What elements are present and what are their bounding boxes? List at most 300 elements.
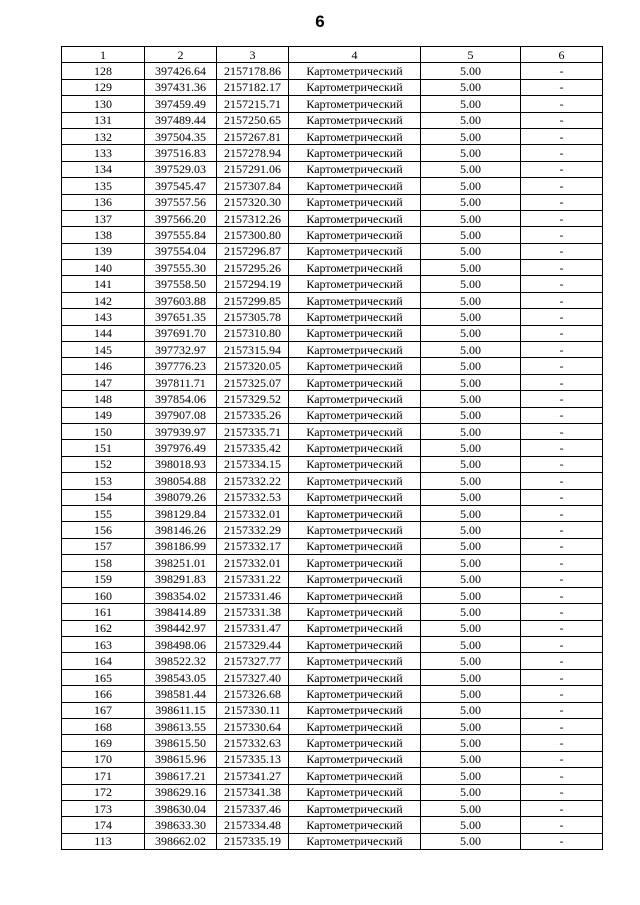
note-cell: - xyxy=(521,489,603,505)
point-number-cell: 145 xyxy=(62,342,145,358)
accuracy-cell: 5.00 xyxy=(421,522,521,538)
accuracy-cell: 5.00 xyxy=(421,686,521,702)
table-row xyxy=(62,194,603,210)
point-number-cell: 158 xyxy=(62,555,145,571)
x-coordinate-cell: 397557.56 xyxy=(145,194,217,210)
point-number-cell: 139 xyxy=(62,243,145,259)
accuracy-cell: 5.00 xyxy=(421,817,521,833)
table-row xyxy=(62,719,603,735)
x-coordinate-cell: 398662.02 xyxy=(145,833,217,849)
y-coordinate-cell: 2157182.17 xyxy=(217,79,289,95)
method-cell: Картометрический xyxy=(289,637,421,653)
y-coordinate-cell: 2157267.81 xyxy=(217,128,289,144)
y-coordinate-cell: 2157307.84 xyxy=(217,178,289,194)
table-row xyxy=(62,473,603,489)
method-cell: Картометрический xyxy=(289,604,421,620)
accuracy-cell: 5.00 xyxy=(421,653,521,669)
y-coordinate-cell: 2157299.85 xyxy=(217,292,289,308)
point-number-cell: 174 xyxy=(62,817,145,833)
accuracy-cell: 5.00 xyxy=(421,342,521,358)
y-coordinate-cell: 2157332.29 xyxy=(217,522,289,538)
method-cell: Картометрический xyxy=(289,407,421,423)
table-row xyxy=(62,587,603,603)
table-row xyxy=(62,63,603,79)
method-cell: Картометрический xyxy=(289,145,421,161)
x-coordinate-cell: 397939.97 xyxy=(145,423,217,439)
x-coordinate-cell: 397426.64 xyxy=(145,63,217,79)
point-number-cell: 142 xyxy=(62,292,145,308)
table-row xyxy=(62,260,603,276)
note-cell: - xyxy=(521,653,603,669)
y-coordinate-cell: 2157329.44 xyxy=(217,637,289,653)
note-cell: - xyxy=(521,342,603,358)
note-cell: - xyxy=(521,522,603,538)
x-coordinate-cell: 397566.20 xyxy=(145,210,217,226)
accuracy-cell: 5.00 xyxy=(421,276,521,292)
x-coordinate-cell: 398414.89 xyxy=(145,604,217,620)
method-cell: Картометрический xyxy=(289,833,421,849)
table-row xyxy=(62,817,603,833)
note-cell: - xyxy=(521,96,603,112)
note-cell: - xyxy=(521,374,603,390)
method-cell: Картометрический xyxy=(289,161,421,177)
column-header: 4 xyxy=(289,47,421,63)
table-row xyxy=(62,178,603,194)
x-coordinate-cell: 398611.15 xyxy=(145,702,217,718)
accuracy-cell: 5.00 xyxy=(421,768,521,784)
point-number-cell: 133 xyxy=(62,145,145,161)
table-row xyxy=(62,538,603,554)
accuracy-cell: 5.00 xyxy=(421,391,521,407)
method-cell: Картометрический xyxy=(289,391,421,407)
method-cell: Картометрический xyxy=(289,817,421,833)
x-coordinate-cell: 398629.16 xyxy=(145,784,217,800)
table-row xyxy=(62,571,603,587)
accuracy-cell: 5.00 xyxy=(421,489,521,505)
method-cell: Картометрический xyxy=(289,538,421,554)
point-number-cell: 132 xyxy=(62,128,145,144)
table-row xyxy=(62,751,603,767)
table-row xyxy=(62,653,603,669)
x-coordinate-cell: 398543.05 xyxy=(145,669,217,685)
method-cell: Картометрический xyxy=(289,473,421,489)
accuracy-cell: 5.00 xyxy=(421,63,521,79)
y-coordinate-cell: 2157341.38 xyxy=(217,784,289,800)
point-number-cell: 143 xyxy=(62,309,145,325)
y-coordinate-cell: 2157310.80 xyxy=(217,325,289,341)
x-coordinate-cell: 397811.71 xyxy=(145,374,217,390)
y-coordinate-cell: 2157327.77 xyxy=(217,653,289,669)
x-coordinate-cell: 397554.04 xyxy=(145,243,217,259)
table-row xyxy=(62,407,603,423)
point-number-cell: 147 xyxy=(62,374,145,390)
point-number-cell: 149 xyxy=(62,407,145,423)
x-coordinate-cell: 398442.97 xyxy=(145,620,217,636)
note-cell: - xyxy=(521,784,603,800)
method-cell: Картометрический xyxy=(289,342,421,358)
point-number-cell: 173 xyxy=(62,800,145,816)
x-coordinate-cell: 398581.44 xyxy=(145,686,217,702)
point-number-cell: 170 xyxy=(62,751,145,767)
table-row xyxy=(62,391,603,407)
table-row xyxy=(62,833,603,849)
point-number-cell: 129 xyxy=(62,79,145,95)
page-number: 6 xyxy=(315,12,325,31)
table-row xyxy=(62,604,603,620)
accuracy-cell: 5.00 xyxy=(421,374,521,390)
y-coordinate-cell: 2157312.26 xyxy=(217,210,289,226)
table-row xyxy=(62,505,603,521)
note-cell: - xyxy=(521,686,603,702)
accuracy-cell: 5.00 xyxy=(421,161,521,177)
method-cell: Картометрический xyxy=(289,489,421,505)
note-cell: - xyxy=(521,309,603,325)
point-number-cell: 162 xyxy=(62,620,145,636)
accuracy-cell: 5.00 xyxy=(421,555,521,571)
method-cell: Картометрический xyxy=(289,735,421,751)
x-coordinate-cell: 398617.21 xyxy=(145,768,217,784)
x-coordinate-cell: 398630.04 xyxy=(145,800,217,816)
note-cell: - xyxy=(521,604,603,620)
table-row xyxy=(62,669,603,685)
note-cell: - xyxy=(521,571,603,587)
method-cell: Картометрический xyxy=(289,309,421,325)
table-row xyxy=(62,292,603,308)
y-coordinate-cell: 2157332.63 xyxy=(217,735,289,751)
accuracy-cell: 5.00 xyxy=(421,178,521,194)
x-coordinate-cell: 398522.32 xyxy=(145,653,217,669)
note-cell: - xyxy=(521,128,603,144)
accuracy-cell: 5.00 xyxy=(421,309,521,325)
y-coordinate-cell: 2157250.65 xyxy=(217,112,289,128)
table-row xyxy=(62,637,603,653)
table-row xyxy=(62,702,603,718)
column-header: 6 xyxy=(521,47,603,63)
x-coordinate-cell: 398613.55 xyxy=(145,719,217,735)
table-row xyxy=(62,276,603,292)
accuracy-cell: 5.00 xyxy=(421,800,521,816)
point-number-cell: 146 xyxy=(62,358,145,374)
x-coordinate-cell: 397545.47 xyxy=(145,178,217,194)
note-cell: - xyxy=(521,719,603,735)
x-coordinate-cell: 398054.88 xyxy=(145,473,217,489)
table-row xyxy=(62,440,603,456)
note-cell: - xyxy=(521,456,603,472)
y-coordinate-cell: 2157320.30 xyxy=(217,194,289,210)
point-number-cell: 166 xyxy=(62,686,145,702)
point-number-cell: 136 xyxy=(62,194,145,210)
method-cell: Картометрический xyxy=(289,276,421,292)
accuracy-cell: 5.00 xyxy=(421,79,521,95)
table-row xyxy=(62,145,603,161)
x-coordinate-cell: 397431.36 xyxy=(145,79,217,95)
column-header: 1 xyxy=(62,47,145,63)
note-cell: - xyxy=(521,800,603,816)
table-row xyxy=(62,96,603,112)
y-coordinate-cell: 2157331.46 xyxy=(217,587,289,603)
method-cell: Картометрический xyxy=(289,768,421,784)
note-cell: - xyxy=(521,63,603,79)
x-coordinate-cell: 397907.08 xyxy=(145,407,217,423)
accuracy-cell: 5.00 xyxy=(421,440,521,456)
table-row xyxy=(62,227,603,243)
method-cell: Картометрический xyxy=(289,292,421,308)
x-coordinate-cell: 398615.50 xyxy=(145,735,217,751)
note-cell: - xyxy=(521,555,603,571)
method-cell: Картометрический xyxy=(289,719,421,735)
note-cell: - xyxy=(521,702,603,718)
point-number-cell: 163 xyxy=(62,637,145,653)
point-number-cell: 153 xyxy=(62,473,145,489)
x-coordinate-cell: 398251.01 xyxy=(145,555,217,571)
y-coordinate-cell: 2157337.46 xyxy=(217,800,289,816)
method-cell: Картометрический xyxy=(289,522,421,538)
accuracy-cell: 5.00 xyxy=(421,423,521,439)
accuracy-cell: 5.00 xyxy=(421,784,521,800)
note-cell: - xyxy=(521,194,603,210)
y-coordinate-cell: 2157332.22 xyxy=(217,473,289,489)
note-cell: - xyxy=(521,292,603,308)
method-cell: Картометрический xyxy=(289,653,421,669)
table-row xyxy=(62,456,603,472)
x-coordinate-cell: 398615.96 xyxy=(145,751,217,767)
accuracy-cell: 5.00 xyxy=(421,292,521,308)
method-cell: Картометрический xyxy=(289,210,421,226)
point-number-cell: 154 xyxy=(62,489,145,505)
x-coordinate-cell: 397529.03 xyxy=(145,161,217,177)
point-number-cell: 113 xyxy=(62,833,145,849)
note-cell: - xyxy=(521,538,603,554)
y-coordinate-cell: 2157334.48 xyxy=(217,817,289,833)
point-number-cell: 131 xyxy=(62,112,145,128)
point-number-cell: 140 xyxy=(62,260,145,276)
note-cell: - xyxy=(521,587,603,603)
accuracy-cell: 5.00 xyxy=(421,227,521,243)
point-number-cell: 151 xyxy=(62,440,145,456)
x-coordinate-cell: 398498.06 xyxy=(145,637,217,653)
method-cell: Картометрический xyxy=(289,702,421,718)
note-cell: - xyxy=(521,161,603,177)
note-cell: - xyxy=(521,325,603,341)
note-cell: - xyxy=(521,358,603,374)
table-row xyxy=(62,161,603,177)
method-cell: Картометрический xyxy=(289,63,421,79)
point-number-cell: 144 xyxy=(62,325,145,341)
column-header: 2 xyxy=(145,47,217,63)
y-coordinate-cell: 2157330.11 xyxy=(217,702,289,718)
note-cell: - xyxy=(521,210,603,226)
method-cell: Картометрический xyxy=(289,178,421,194)
method-cell: Картометрический xyxy=(289,456,421,472)
x-coordinate-cell: 398146.26 xyxy=(145,522,217,538)
note-cell: - xyxy=(521,637,603,653)
method-cell: Картометрический xyxy=(289,751,421,767)
x-coordinate-cell: 398079.26 xyxy=(145,489,217,505)
table-row xyxy=(62,686,603,702)
note-cell: - xyxy=(521,276,603,292)
point-number-cell: 150 xyxy=(62,423,145,439)
note-cell: - xyxy=(521,440,603,456)
table-row xyxy=(62,342,603,358)
y-coordinate-cell: 2157334.15 xyxy=(217,456,289,472)
accuracy-cell: 5.00 xyxy=(421,702,521,718)
accuracy-cell: 5.00 xyxy=(421,210,521,226)
method-cell: Картометрический xyxy=(289,227,421,243)
method-cell: Картометрический xyxy=(289,800,421,816)
point-number-cell: 172 xyxy=(62,784,145,800)
y-coordinate-cell: 2157300.80 xyxy=(217,227,289,243)
x-coordinate-cell: 398018.93 xyxy=(145,456,217,472)
y-coordinate-cell: 2157294.19 xyxy=(217,276,289,292)
accuracy-cell: 5.00 xyxy=(421,325,521,341)
accuracy-cell: 5.00 xyxy=(421,194,521,210)
method-cell: Картометрический xyxy=(289,358,421,374)
accuracy-cell: 5.00 xyxy=(421,669,521,685)
point-number-cell: 155 xyxy=(62,505,145,521)
x-coordinate-cell: 398129.84 xyxy=(145,505,217,521)
coordinates-table xyxy=(61,46,603,850)
y-coordinate-cell: 2157295.26 xyxy=(217,260,289,276)
table-row xyxy=(62,374,603,390)
table-header-row xyxy=(62,47,603,63)
method-cell: Картометрический xyxy=(289,128,421,144)
note-cell: - xyxy=(521,620,603,636)
note-cell: - xyxy=(521,391,603,407)
point-number-cell: 137 xyxy=(62,210,145,226)
accuracy-cell: 5.00 xyxy=(421,620,521,636)
table-row xyxy=(62,800,603,816)
accuracy-cell: 5.00 xyxy=(421,719,521,735)
y-coordinate-cell: 2157332.17 xyxy=(217,538,289,554)
x-coordinate-cell: 398633.30 xyxy=(145,817,217,833)
note-cell: - xyxy=(521,243,603,259)
y-coordinate-cell: 2157332.53 xyxy=(217,489,289,505)
point-number-cell: 171 xyxy=(62,768,145,784)
y-coordinate-cell: 2157291.06 xyxy=(217,161,289,177)
y-coordinate-cell: 2157178.86 xyxy=(217,63,289,79)
table-body xyxy=(62,63,603,850)
accuracy-cell: 5.00 xyxy=(421,538,521,554)
note-cell: - xyxy=(521,735,603,751)
method-cell: Картометрический xyxy=(289,686,421,702)
y-coordinate-cell: 2157329.52 xyxy=(217,391,289,407)
y-coordinate-cell: 2157326.68 xyxy=(217,686,289,702)
x-coordinate-cell: 397459.49 xyxy=(145,96,217,112)
note-cell: - xyxy=(521,669,603,685)
column-header: 3 xyxy=(217,47,289,63)
accuracy-cell: 5.00 xyxy=(421,358,521,374)
note-cell: - xyxy=(521,407,603,423)
x-coordinate-cell: 397651.35 xyxy=(145,309,217,325)
note-cell: - xyxy=(521,768,603,784)
x-coordinate-cell: 397558.50 xyxy=(145,276,217,292)
x-coordinate-cell: 397504.35 xyxy=(145,128,217,144)
point-number-cell: 165 xyxy=(62,669,145,685)
table-row xyxy=(62,522,603,538)
y-coordinate-cell: 2157331.22 xyxy=(217,571,289,587)
y-coordinate-cell: 2157296.87 xyxy=(217,243,289,259)
point-number-cell: 160 xyxy=(62,587,145,603)
table-row xyxy=(62,784,603,800)
method-cell: Картометрический xyxy=(289,555,421,571)
note-cell: - xyxy=(521,178,603,194)
table-row xyxy=(62,243,603,259)
table-row xyxy=(62,620,603,636)
accuracy-cell: 5.00 xyxy=(421,473,521,489)
y-coordinate-cell: 2157332.01 xyxy=(217,505,289,521)
accuracy-cell: 5.00 xyxy=(421,112,521,128)
table-row xyxy=(62,325,603,341)
y-coordinate-cell: 2157332.01 xyxy=(217,555,289,571)
y-coordinate-cell: 2157278.94 xyxy=(217,145,289,161)
point-number-cell: 157 xyxy=(62,538,145,554)
table-row xyxy=(62,555,603,571)
point-number-cell: 168 xyxy=(62,719,145,735)
y-coordinate-cell: 2157320.05 xyxy=(217,358,289,374)
point-number-cell: 152 xyxy=(62,456,145,472)
y-coordinate-cell: 2157335.71 xyxy=(217,423,289,439)
method-cell: Картометрический xyxy=(289,260,421,276)
accuracy-cell: 5.00 xyxy=(421,751,521,767)
y-coordinate-cell: 2157327.40 xyxy=(217,669,289,685)
method-cell: Картометрический xyxy=(289,325,421,341)
accuracy-cell: 5.00 xyxy=(421,407,521,423)
note-cell: - xyxy=(521,79,603,95)
table-row xyxy=(62,309,603,325)
table-row xyxy=(62,79,603,95)
accuracy-cell: 5.00 xyxy=(421,587,521,603)
note-cell: - xyxy=(521,817,603,833)
point-number-cell: 148 xyxy=(62,391,145,407)
point-number-cell: 134 xyxy=(62,161,145,177)
accuracy-cell: 5.00 xyxy=(421,571,521,587)
accuracy-cell: 5.00 xyxy=(421,96,521,112)
y-coordinate-cell: 2157331.38 xyxy=(217,604,289,620)
table-row xyxy=(62,112,603,128)
method-cell: Картометрический xyxy=(289,374,421,390)
x-coordinate-cell: 398186.99 xyxy=(145,538,217,554)
x-coordinate-cell: 397516.83 xyxy=(145,145,217,161)
table-row xyxy=(62,489,603,505)
note-cell: - xyxy=(521,833,603,849)
point-number-cell: 135 xyxy=(62,178,145,194)
method-cell: Картометрический xyxy=(289,243,421,259)
table-row xyxy=(62,210,603,226)
y-coordinate-cell: 2157215.71 xyxy=(217,96,289,112)
accuracy-cell: 5.00 xyxy=(421,735,521,751)
table-row xyxy=(62,423,603,439)
note-cell: - xyxy=(521,112,603,128)
accuracy-cell: 5.00 xyxy=(421,145,521,161)
note-cell: - xyxy=(521,751,603,767)
accuracy-cell: 5.00 xyxy=(421,456,521,472)
accuracy-cell: 5.00 xyxy=(421,243,521,259)
method-cell: Картометрический xyxy=(289,505,421,521)
y-coordinate-cell: 2157341.27 xyxy=(217,768,289,784)
method-cell: Картометрический xyxy=(289,587,421,603)
point-number-cell: 164 xyxy=(62,653,145,669)
method-cell: Картометрический xyxy=(289,440,421,456)
y-coordinate-cell: 2157331.47 xyxy=(217,620,289,636)
y-coordinate-cell: 2157335.13 xyxy=(217,751,289,767)
y-coordinate-cell: 2157335.19 xyxy=(217,833,289,849)
note-cell: - xyxy=(521,145,603,161)
method-cell: Картометрический xyxy=(289,96,421,112)
method-cell: Картометрический xyxy=(289,620,421,636)
point-number-cell: 141 xyxy=(62,276,145,292)
x-coordinate-cell: 397555.30 xyxy=(145,260,217,276)
accuracy-cell: 5.00 xyxy=(421,260,521,276)
